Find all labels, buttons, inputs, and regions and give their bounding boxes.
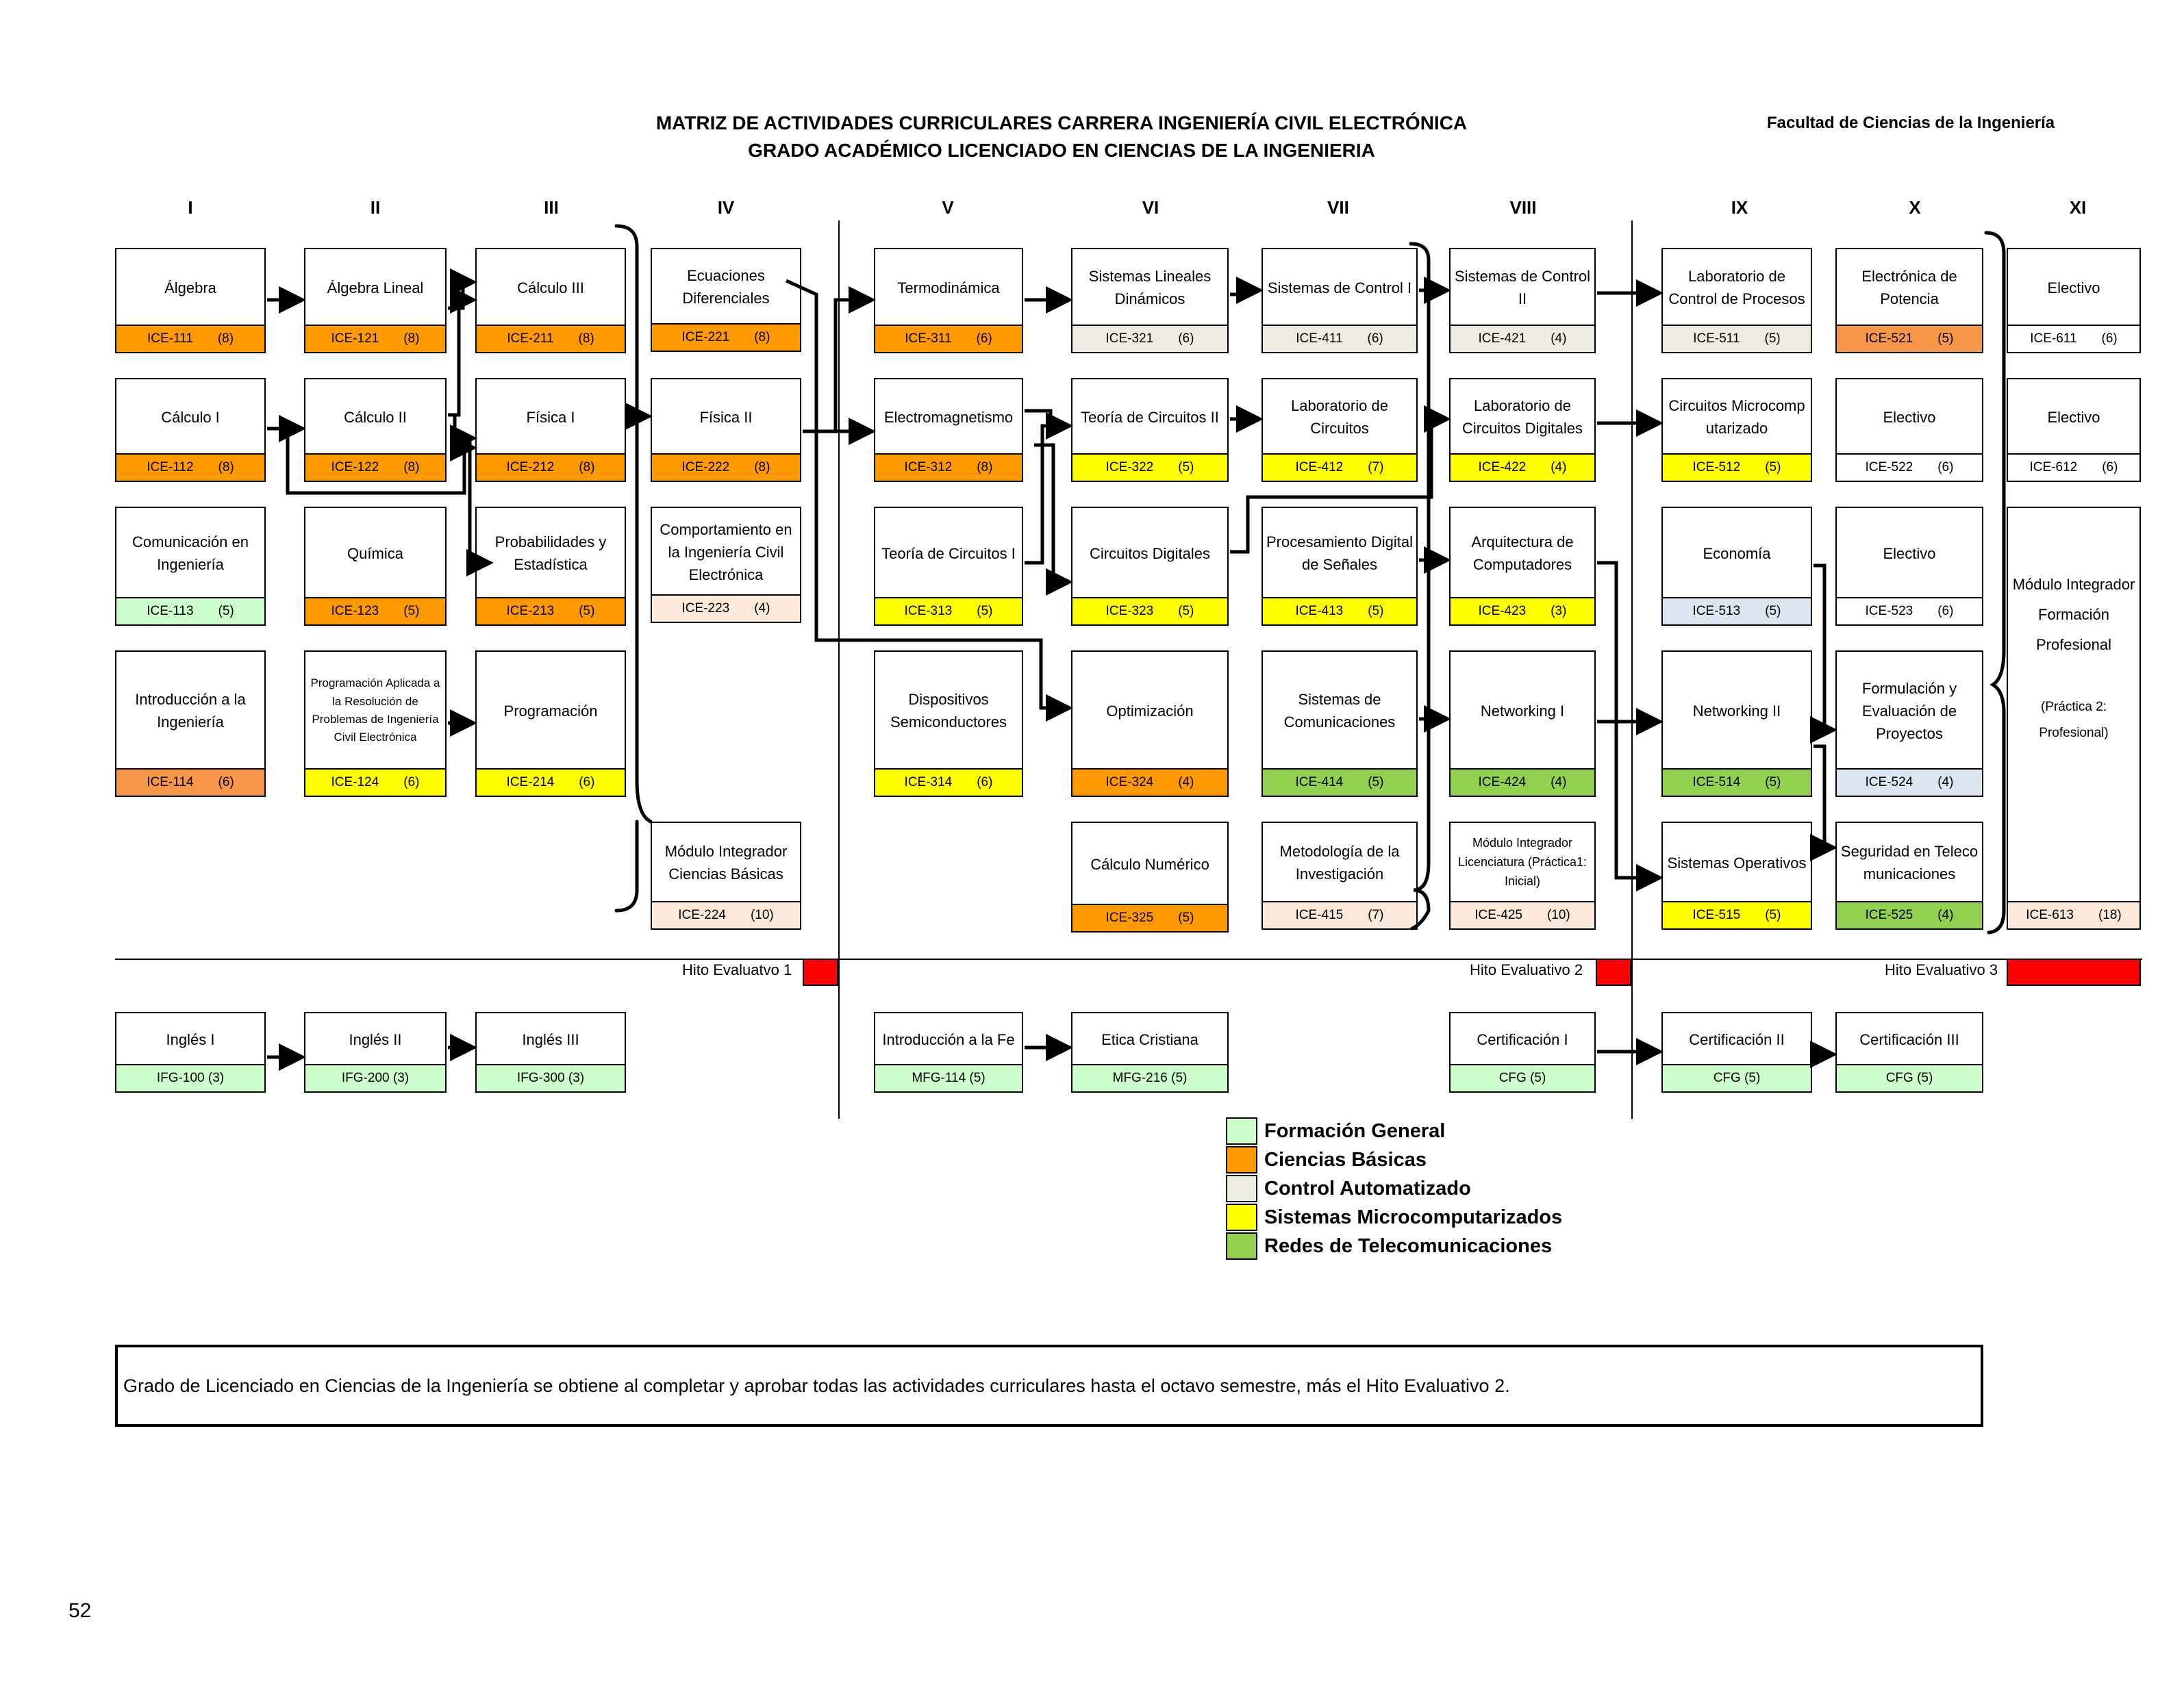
legend-swatch xyxy=(1226,1117,1257,1145)
course-code: ICE-321 (6) xyxy=(1072,325,1227,352)
course-code: ICE-422 (4) xyxy=(1451,453,1594,481)
course-code: ICE-613 (18) xyxy=(2008,901,2139,928)
course-code: ICE-311 (6) xyxy=(875,325,1022,352)
course-code: ICE-124 (6) xyxy=(305,768,445,796)
course-code: IFG-200 (3) xyxy=(305,1064,445,1091)
course-code: ICE-213 (5) xyxy=(477,597,625,624)
semester-header: X xyxy=(1909,197,1921,218)
arrow xyxy=(470,438,490,563)
course-name: Circuitos Digitales xyxy=(1089,544,1211,562)
course-name: Inglés III xyxy=(522,1030,579,1048)
hito-label-1: Hito Evaluatvo 1 xyxy=(682,961,792,978)
course-name: Probabilidades y Estadística xyxy=(494,533,607,573)
brace xyxy=(1986,233,2004,933)
arrow xyxy=(786,281,1070,708)
course-name: Arquitectura de Computadores xyxy=(1471,533,1574,573)
course-name: Teoría de Circuitos II xyxy=(1081,408,1219,426)
course-code: IFG-300 (3) xyxy=(477,1064,625,1091)
course-code: IFG-100 (3) xyxy=(116,1064,264,1091)
course-code: ICE-313 (5) xyxy=(875,597,1022,624)
course-name: Álgebra Lineal xyxy=(327,279,424,296)
course-code: ICE-612 (6) xyxy=(2008,453,2139,481)
course-name: Módulo Integrador Ciencias Básicas xyxy=(664,843,788,883)
arrow xyxy=(288,429,474,493)
course-code: ICE-421 (4) xyxy=(1451,325,1594,352)
course-name: Sistemas Lineales Dinámicos xyxy=(1088,268,1212,307)
course-code: ICE-425 (10) xyxy=(1451,901,1594,928)
course-name: Certificación I xyxy=(1477,1030,1568,1048)
course-code: ICE-323 (5) xyxy=(1072,597,1227,624)
semester-header: XI xyxy=(2069,197,2087,218)
arrow xyxy=(1230,419,1448,552)
course-name: Economía xyxy=(1703,544,1771,562)
arrow xyxy=(1230,290,1260,294)
course-name: Sistemas de Control II xyxy=(1454,268,1591,307)
course-name: Módulo Integrador Licenciatura (Práctica1: Inicial) xyxy=(1457,836,1587,888)
course-name: Programación Aplicada a la Resolución de Problemas de Ingeniería Civil Electrónica xyxy=(310,676,440,744)
course-code: ICE-611 (6) xyxy=(2008,325,2139,352)
course-name: Comunicación en Ingeniería xyxy=(132,533,249,573)
course-code: ICE-113 (5) xyxy=(116,597,264,624)
course-code: ICE-513 (5) xyxy=(1663,597,1811,624)
brace xyxy=(616,822,637,911)
legend-item xyxy=(1226,1175,1471,1202)
course-name: Física I xyxy=(526,408,575,426)
brace xyxy=(616,226,651,822)
course-code: ICE-413 (5) xyxy=(1263,597,1416,624)
semester-header: V xyxy=(942,197,954,218)
course-name: Inglés I xyxy=(166,1030,215,1048)
arrow xyxy=(448,282,474,308)
course-code: ICE-114 (6) xyxy=(116,768,264,796)
course-code: CFG (5) xyxy=(1663,1064,1811,1091)
course-name: Metodología de la Investigación xyxy=(1279,843,1400,883)
course-name: Programación xyxy=(503,702,598,720)
course-code: ICE-312 (8) xyxy=(875,453,1022,481)
semester-header: VI xyxy=(1142,197,1159,218)
course-name: Cálculo III xyxy=(517,279,584,296)
course-code: ICE-414 (5) xyxy=(1263,768,1416,796)
course-name: Formulación y Evaluación de Proyectos xyxy=(1861,679,1957,742)
course-name: Cálculo Numérico xyxy=(1090,855,1209,873)
legend-swatch xyxy=(1226,1175,1257,1202)
course-name: Laboratorio de Circuitos xyxy=(1291,397,1388,437)
course-code: ICE-223 (4) xyxy=(652,594,800,622)
title-line-2: GRADO ACADÉMICO LICENCIADO EN CIENCIAS DE LA INGENIERIA xyxy=(748,140,1375,161)
arrow xyxy=(1025,411,1070,426)
arrow xyxy=(1813,746,1834,848)
legend-label: Ciencias Básicas xyxy=(1264,1148,1427,1171)
course-code: ICE-525 (4) xyxy=(1837,901,1982,928)
semester-header: II xyxy=(370,197,381,218)
course-code: ICE-522 (6) xyxy=(1837,453,1982,481)
course-name: Optimización xyxy=(1106,702,1194,720)
course-name-sub: (Práctica 2: Profesional) xyxy=(2039,700,2109,740)
course-code: MFG-216 (5) xyxy=(1072,1064,1227,1091)
course-name: Procesamiento Digital de Señales xyxy=(1266,533,1413,573)
course-code: ICE-222 (8) xyxy=(652,453,800,481)
course-name: Sistemas de Control I xyxy=(1267,279,1412,296)
course-code: MFG-114 (5) xyxy=(875,1064,1022,1091)
course-name: Circuitos Microcomputarizado xyxy=(1668,397,1805,437)
course-name: Termodinámica xyxy=(897,279,1000,296)
course-code: ICE-314 (6) xyxy=(875,768,1022,796)
legend-swatch xyxy=(1226,1232,1257,1260)
course-name: Cálculo II xyxy=(344,408,407,426)
legend-label: Control Automatizado xyxy=(1264,1177,1471,1200)
course-name: Sistemas Operativos xyxy=(1667,854,1807,872)
course-name: Inglés II xyxy=(349,1030,402,1048)
course-code: ICE-122 (8) xyxy=(305,453,445,481)
arrow xyxy=(448,300,474,415)
legend-swatch xyxy=(1226,1204,1257,1231)
course-name: Laboratorio de Control de Procesos xyxy=(1668,268,1805,307)
legend-item xyxy=(1226,1117,1445,1145)
course-name: Electivo xyxy=(1883,408,1936,426)
course-name: Certificación II xyxy=(1689,1030,1785,1048)
course-name: Networking I xyxy=(1480,702,1565,720)
course-code: ICE-523 (6) xyxy=(1837,597,1982,624)
course-code: ICE-211 (8) xyxy=(477,325,625,352)
course-code: ICE-512 (5) xyxy=(1663,453,1811,481)
course-name: Cálculo I xyxy=(161,408,220,426)
brace xyxy=(1411,244,1429,928)
course-name: Teoría de Circuitos I xyxy=(881,544,1016,562)
course-code: ICE-412 (7) xyxy=(1263,453,1416,481)
hito-label-3: Hito Evaluativo 3 xyxy=(1885,961,1998,978)
hito-label-2: Hito Evaluativo 2 xyxy=(1470,961,1583,978)
course-name: Comportamiento en la Ingeniería Civil Electrónica xyxy=(660,520,792,583)
course-code: ICE-511 (5) xyxy=(1663,325,1811,352)
course-code: ICE-415 (7) xyxy=(1263,901,1416,928)
course-code: ICE-221 (8) xyxy=(652,323,800,351)
arrow xyxy=(803,300,873,431)
legend-label: Sistemas Microcomputarizados xyxy=(1264,1206,1563,1228)
semester-header: I xyxy=(188,197,193,218)
course-code: CFG (5) xyxy=(1451,1064,1594,1091)
course-name: Electivo xyxy=(1883,544,1936,562)
course-name: Certificación III xyxy=(1859,1030,1959,1048)
legend-item xyxy=(1226,1146,1427,1174)
course-code: ICE-325 (5) xyxy=(1072,904,1227,931)
semester-header: VIII xyxy=(1509,197,1537,218)
course-code: ICE-424 (4) xyxy=(1451,768,1594,796)
legend-label: Redes de Telecomunicaciones xyxy=(1264,1234,1553,1257)
course-code: ICE-324 (4) xyxy=(1072,768,1227,796)
arrow xyxy=(1813,566,1834,730)
course-name: Electromagnetismo xyxy=(883,408,1014,426)
course-code: ICE-214 (6) xyxy=(477,768,625,796)
course-code: ICE-111 (8) xyxy=(116,325,264,352)
legend-item xyxy=(1226,1232,1552,1260)
course-name: Electivo xyxy=(2047,279,2100,296)
faculty-name: Facultad de Ciencias de la Ingeniería xyxy=(1767,114,2055,132)
course-code: ICE-423 (3) xyxy=(1451,597,1594,624)
semester-header: III xyxy=(544,197,559,218)
course-name: Introducción a la Fe xyxy=(882,1030,1015,1048)
course-name-main: Módulo Integrador Formación Profesional xyxy=(2012,576,2135,653)
course-name: Ecuaciones Diferenciales xyxy=(682,267,770,307)
course-code: ICE-524 (4) xyxy=(1837,768,1982,796)
course-code: ICE-514 (5) xyxy=(1663,768,1811,796)
course-name: Electrónica de Potencia xyxy=(1861,268,1957,307)
course-name: Seguridad en Telecomunicaciones xyxy=(1840,843,1979,883)
legend-label: Formación General xyxy=(1264,1119,1446,1142)
semester-header: IV xyxy=(717,197,735,218)
degree-note: Grado de Licenciado en Ciencias de la Ingeniería se obtiene al completar y aprobar todas las actividades curriculares hasta el octavo semestre, más el Hito Evaluativo 2. xyxy=(115,1345,1983,1427)
semester-header: IX xyxy=(1731,197,1748,218)
course-code: ICE-112 (8) xyxy=(116,453,264,481)
course-code: CFG (5) xyxy=(1837,1064,1982,1091)
course-code: ICE-224 (10) xyxy=(652,901,800,928)
title-line-1: MATRIZ DE ACTIVIDADES CURRICULARES CARRERA INGENIERÍA CIVIL ELECTRÓNICA xyxy=(655,112,1468,134)
course-code: ICE-121 (8) xyxy=(305,325,445,352)
course-code: ICE-322 (5) xyxy=(1072,453,1227,481)
course-code: ICE-212 (8) xyxy=(477,453,625,481)
course-name: Introducción a la Ingeniería xyxy=(135,691,246,731)
page-number: 52 xyxy=(68,1599,92,1622)
course-name: Electivo xyxy=(2047,408,2100,426)
course-code: ICE-411 (6) xyxy=(1263,325,1416,352)
course-code: ICE-123 (5) xyxy=(305,597,445,624)
course-name: Física II xyxy=(699,408,753,426)
course-code: ICE-521 (5) xyxy=(1837,325,1982,352)
course-code: ICE-515 (5) xyxy=(1663,901,1811,928)
course-name: Networking II xyxy=(1692,702,1781,720)
course-name: Química xyxy=(347,544,403,562)
semester-header: VII xyxy=(1327,197,1349,218)
legend-item xyxy=(1226,1204,1562,1231)
arrow xyxy=(455,415,474,438)
course-name: Dispositivos Semiconductores xyxy=(890,691,1007,731)
legend-swatch xyxy=(1226,1146,1257,1174)
course-name: Álgebra xyxy=(164,279,216,296)
course-name: Sistemas de Comunicaciones xyxy=(1283,691,1396,731)
course-name: Etica Cristiana xyxy=(1101,1030,1198,1048)
course-name: Laboratorio de Circuitos Digitales xyxy=(1461,397,1583,437)
